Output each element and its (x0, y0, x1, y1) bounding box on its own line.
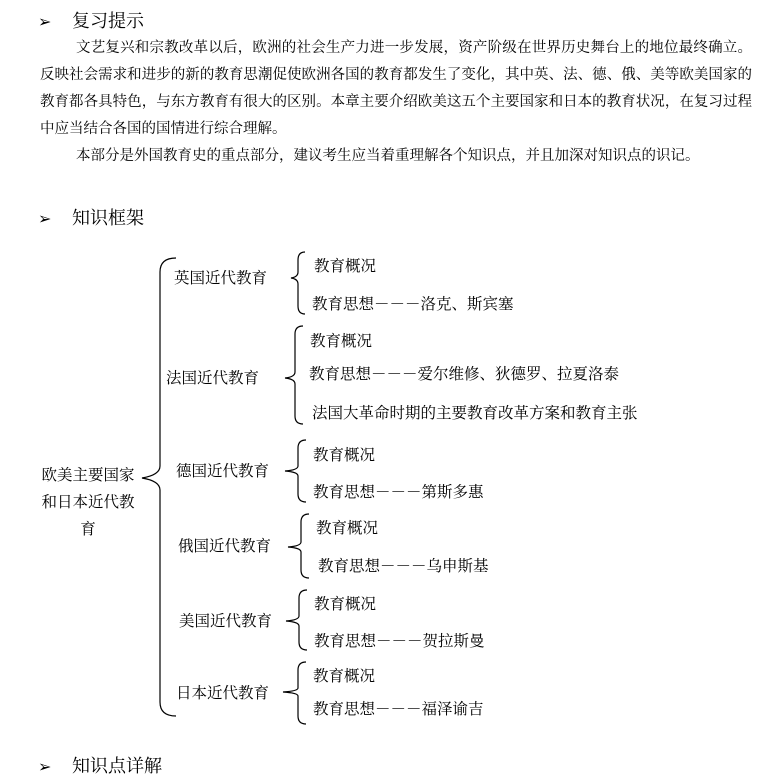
country-label-britain: 英国近代教育 (174, 269, 268, 287)
arrow-bullet-icon: ➢ (38, 209, 52, 228)
russia-brace (288, 514, 309, 578)
framework-item: 教育思想－－－福泽谕吉 (313, 700, 484, 718)
country-label-russia: 俄国近代教育 (178, 537, 272, 555)
section-heading-details (38, 755, 162, 779)
framework-item: 教育概况 (314, 257, 377, 275)
framework-item: 教育概况 (313, 667, 376, 685)
usa-brace (286, 590, 307, 650)
country-label-japan: 日本近代教育 (176, 684, 270, 702)
framework-item: 教育概况 (316, 519, 379, 537)
country-label-france: 法国近代教育 (166, 369, 260, 387)
framework-item: 教育概况 (313, 446, 376, 464)
germany-brace (285, 440, 306, 502)
section-title: 复习提示 (72, 11, 144, 32)
section-title: 知识点详解 (72, 756, 162, 777)
framework-item: 教育思想－－－第斯多惠 (313, 483, 484, 501)
review-paragraph-2: 本部分是外国教育史的重点部分，建议考生应当着重理解各个知识点，并且加深对知识点的识记。 (76, 148, 700, 164)
arrow-bullet-icon: ➢ (38, 757, 52, 776)
framework-item: 教育思想－－－乌申斯基 (318, 557, 489, 575)
japan-brace (283, 662, 306, 724)
framework-item: 教育思想－－－贺拉斯曼 (314, 632, 485, 650)
country-label-usa: 美国近代教育 (179, 612, 273, 630)
framework-root-label: 欧美主要国家和日本近代教育 (41, 466, 135, 538)
country-label-germany: 德国近代教育 (176, 462, 270, 480)
arrow-bullet-icon: ➢ (38, 12, 52, 31)
framework-item: 教育思想－－－洛克、斯宾塞 (312, 295, 514, 313)
main-brace (142, 258, 176, 716)
review-paragraph-1: 文艺复兴和宗教改革以后，欧洲的社会生产力进一步发展，资产阶级在世界历史舞台上的地位最终确立。反映社会需求和进步的新的教育思潮促使欧洲各国的教育都发生了变化，其中英、法、德、俄、美等欧美国家的教育都各具特色，与东方教育有很大的区别。本章主要介绍欧美这五个主要国家和日本的教育状况，在复习过程中应当结合各国的国情进行综合理解。 (40, 40, 752, 137)
britain-brace (291, 252, 305, 314)
framework-item: 教育概况 (310, 332, 373, 350)
framework-item: 法国大革命时期的主要教育改革方案和教育主张 (312, 404, 638, 422)
france-brace (285, 326, 303, 424)
framework-item: 教育概况 (314, 595, 377, 613)
section-title: 知识框架 (72, 208, 144, 229)
framework-item: 教育思想－－－爱尔维修、狄德罗、拉夏洛泰 (309, 365, 620, 383)
